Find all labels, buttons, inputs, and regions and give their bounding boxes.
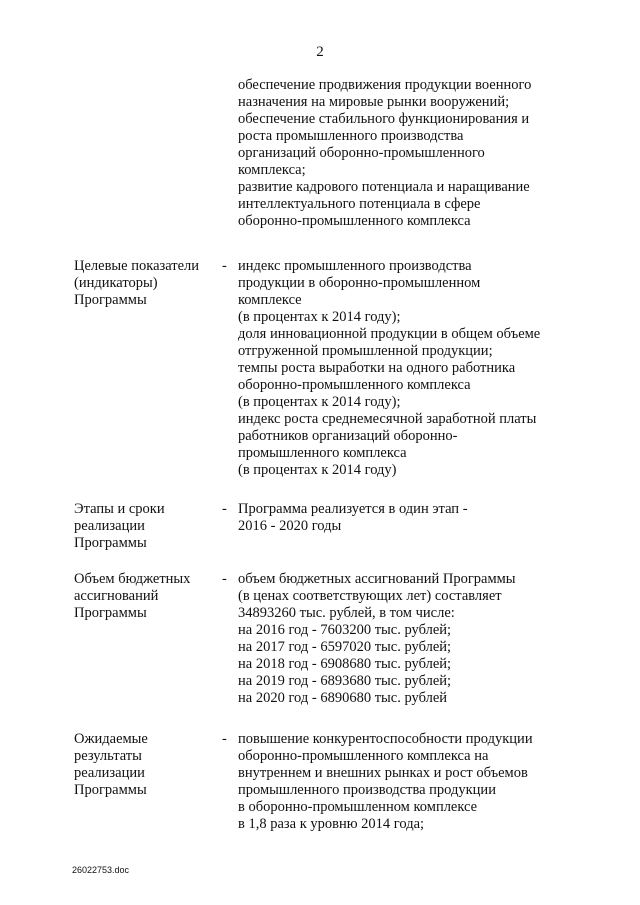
section-value-line: (в процентах к 2014 году); (238, 394, 401, 410)
section-value-line: объем бюджетных ассигнований Программы (238, 571, 516, 587)
section-value-line: промышленного комплекса (238, 445, 407, 461)
section-dash: - (222, 731, 227, 747)
section-dash: - (222, 501, 227, 517)
continuation-line: интеллектуального потенциала в сфере (238, 196, 481, 212)
section-value-line: комплексе (238, 292, 302, 308)
section-label: Объем бюджетных (74, 571, 191, 587)
section-label: ассигнований (74, 588, 159, 604)
section-value-line: в 1,8 раза к уровню 2014 года; (238, 816, 425, 832)
section-value-line: на 2017 год - 6597020 тыс. рублей; (238, 639, 452, 655)
section-value-line: 2016 - 2020 годы (238, 518, 342, 534)
section-value-line: повышение конкурентоспособности продукции (238, 731, 533, 747)
section-value-line: продукции в оборонно-промышленном (238, 275, 481, 291)
section-label: Этапы и сроки (74, 501, 165, 517)
section-value-line: оборонно-промышленного комплекса на (238, 748, 489, 764)
section-value-line: на 2020 год - 6890680 тыс. рублей (238, 690, 448, 706)
section-dash: - (222, 571, 227, 587)
continuation-line: комплекса; (238, 162, 306, 178)
continuation-line: обеспечение стабильного функционирования и (238, 111, 530, 127)
page-number: 2 (316, 44, 324, 60)
file-name-footer: 26022753.doc (72, 865, 130, 875)
section-value-line: оборонно-промышленного комплекса (238, 377, 471, 393)
section-value-line: темпы роста выработки на одного работника (238, 360, 516, 376)
section-dash: - (222, 258, 227, 274)
section-value-line: доля инновационной продукции в общем объеме (238, 326, 541, 342)
section-label: Ожидаемые (74, 731, 148, 747)
continuation-line: назначения на мировые рынки вооружений; (238, 94, 510, 110)
continuation-line: организаций оборонно-промышленного (238, 145, 485, 161)
section-value-line: на 2019 год - 6893680 тыс. рублей; (238, 673, 452, 689)
section-label: результаты (74, 748, 142, 764)
section-value-line: на 2018 год - 6908680 тыс. рублей; (238, 656, 452, 672)
continuation-line: обеспечение продвижения продукции военного (238, 77, 532, 93)
section-value-line: работников организаций оборонно- (238, 428, 458, 444)
section-value-line: (в ценах соответствующих лет) составляет (238, 588, 502, 604)
section-value-line: промышленного производства продукции (238, 782, 496, 798)
section-label: Программы (74, 782, 147, 798)
section-label: (индикаторы) (74, 275, 158, 291)
continuation-line: оборонно-промышленного комплекса (238, 213, 471, 229)
continuation-line: развитие кадрового потенциала и наращивание (238, 179, 530, 195)
section-label: реализации (74, 765, 145, 781)
section-value-line: в оборонно-промышленном комплексе (238, 799, 478, 815)
section-label: Программы (74, 292, 147, 308)
section-label: реализации (74, 518, 145, 534)
continuation-line: роста промышленного производства (238, 128, 464, 144)
section-value-line: на 2016 год - 7603200 тыс. рублей; (238, 622, 452, 638)
section-label: Целевые показатели (74, 258, 200, 274)
section-value-line: (в процентах к 2014 году) (238, 462, 397, 478)
section-value-line: (в процентах к 2014 году); (238, 309, 401, 325)
section-label: Программы (74, 535, 147, 551)
section-value-line: внутреннем и внешних рынках и рост объемов (238, 765, 528, 781)
section-value-line: индекс роста среднемесячной заработной платы (238, 411, 537, 427)
section-value-line: отгруженной промышленной продукции; (238, 343, 493, 359)
section-value-line: индекс промышленного производства (238, 258, 472, 274)
section-label: Программы (74, 605, 147, 621)
section-value-line: Программа реализуется в один этап - (238, 501, 468, 517)
section-value-line: 34893260 тыс. рублей, в том числе: (238, 605, 455, 621)
